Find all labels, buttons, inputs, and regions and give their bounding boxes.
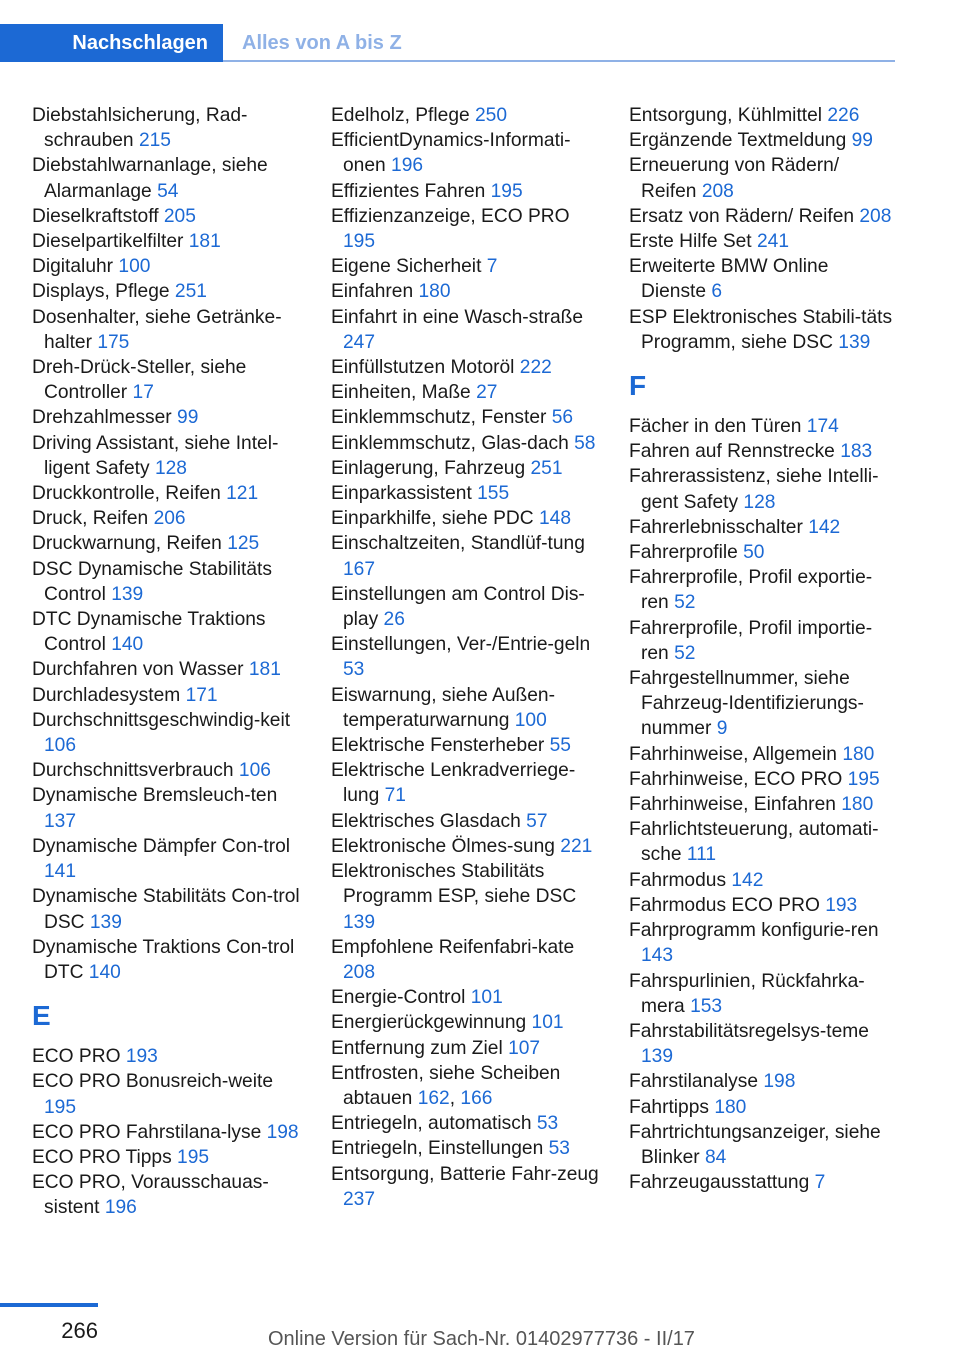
index-entry <box>32 683 300 708</box>
page-link[interactable]: 198 <box>266 1121 299 1143</box>
page-link[interactable]: 195 <box>847 768 880 790</box>
index-term: Fahrgestellnummer, siehe Fahrzeug-Identifizierungs-nummer <box>629 668 864 740</box>
index-entry <box>32 884 300 934</box>
index-entry <box>32 834 300 884</box>
page-link[interactable]: 195 <box>177 1146 210 1168</box>
index-entry <box>629 868 897 893</box>
index-term: Fahrspurlinien, Rückfahrka-mera <box>629 970 865 1017</box>
page-link[interactable]: 180 <box>842 743 875 765</box>
page-link[interactable]: 99 <box>177 407 199 429</box>
index-entry <box>629 969 897 1019</box>
index-term: Fahrstabilitätsregelsys-teme <box>629 1020 869 1042</box>
index-entry <box>32 557 300 607</box>
index-entry <box>331 632 599 682</box>
page-link[interactable]: 142 <box>731 869 764 891</box>
index-entry <box>32 1044 300 1069</box>
index-term: Dieselkraftstoff <box>32 205 159 227</box>
page-link[interactable]: 193 <box>125 1046 158 1068</box>
index-term: Einklemmschutz, Glas-dach <box>331 432 569 454</box>
index-entry <box>629 1170 897 1195</box>
footer-version-text <box>268 1328 695 1351</box>
index-term: Elektronische Ölmes-sung <box>331 835 555 857</box>
index-term: Drehzahlmesser <box>32 407 172 429</box>
index-entry <box>629 204 897 229</box>
index-term: Entsorgung, Kühlmittel <box>629 105 823 126</box>
page-link[interactable]: 250 <box>475 105 508 126</box>
index-entry <box>629 540 897 565</box>
page-link[interactable]: 247 <box>343 331 376 353</box>
index-entry <box>331 1136 599 1161</box>
index-entry <box>629 103 897 128</box>
index-entry <box>331 380 599 405</box>
index-term: Entfrosten, siehe Scheiben abtauen <box>331 1062 561 1109</box>
index-term: Edelholz, Pflege <box>331 105 470 126</box>
page-link[interactable]: 100 <box>118 256 151 278</box>
index-entry <box>32 1170 300 1220</box>
index-term: Dreh-Drück-Steller, siehe Controller <box>32 357 247 404</box>
index-term: ESP Elektronisches Stabili-täts Programm, siehe DSC <box>629 306 893 353</box>
page-link[interactable]: 198 <box>763 1071 796 1093</box>
index-entry <box>331 279 599 304</box>
page-link[interactable]: 56 <box>551 407 574 429</box>
index-term: Diebstahlwarnanlage, siehe Alarmanlage <box>32 155 268 202</box>
index-term: Erste Hilfe Set <box>629 231 752 253</box>
index-term: Elektrische Fensterheber <box>331 735 545 757</box>
section-letter: F <box>629 370 647 402</box>
page-link[interactable]: 57 <box>526 810 548 832</box>
index-entry <box>331 1162 599 1212</box>
index-entry <box>32 758 300 783</box>
index-term: Dynamische Bremsleuch-ten <box>32 785 278 807</box>
index-term: Eigene Sicherheit <box>331 256 482 278</box>
index-term: Einheiten, Maße <box>331 382 471 404</box>
index-entry <box>32 1069 300 1119</box>
index-term: Fächer in den Türen <box>629 416 802 438</box>
index-term: Effizienzanzeige, ECO PRO <box>331 205 570 227</box>
index-term: Einschaltzeiten, Standlüf-tung <box>331 533 585 555</box>
page-link[interactable]: 175 <box>97 331 130 353</box>
index-entry <box>331 456 599 481</box>
page-link[interactable]: 125 <box>227 533 260 555</box>
page-link[interactable]: 121 <box>226 483 259 505</box>
index-entry <box>32 355 300 405</box>
index-entry <box>331 582 599 632</box>
page-link[interactable]: 27 <box>476 382 498 404</box>
page-link[interactable]: 166 <box>460 1087 493 1109</box>
index-term: Einklemmschutz, Fenster <box>331 407 547 429</box>
index-entry <box>331 733 599 758</box>
page-link[interactable]: 139 <box>343 911 376 933</box>
section-letter: E <box>32 1000 51 1032</box>
page-link[interactable]: 26 <box>383 609 405 631</box>
index-term: Einfahrt in eine Wasch-straße <box>331 306 584 328</box>
page-link[interactable]: 141 <box>44 861 77 883</box>
index-entry <box>331 481 599 506</box>
page-link[interactable]: 17 <box>132 382 154 404</box>
index-term: Fahrhinweise, Allgemein <box>629 743 837 765</box>
index-entry <box>331 128 599 178</box>
index-term: Erneuerung von Rädern/ Reifen <box>629 155 840 202</box>
index-entry <box>32 103 300 153</box>
index-entry <box>629 1069 897 1094</box>
page-link[interactable]: 101 <box>531 1012 564 1034</box>
index-entry <box>331 859 599 935</box>
index-term: Einstellungen am Control Dis-play <box>331 583 585 631</box>
page-link[interactable]: 174 <box>806 416 839 438</box>
page-link[interactable]: 251 <box>174 281 207 303</box>
index-term: DTC Dynamische Traktions Control <box>32 609 266 656</box>
page-link[interactable]: 99 <box>851 130 873 152</box>
page-link[interactable]: 195 <box>490 180 523 202</box>
index-entry <box>331 204 599 254</box>
page-link[interactable]: 241 <box>756 231 789 253</box>
index-term: ECO PRO <box>32 1046 121 1068</box>
index-entry <box>629 1095 897 1120</box>
page-link[interactable]: 100 <box>514 709 547 731</box>
index-term: Fahrerlebnisschalter <box>629 516 803 538</box>
index-column-1 <box>32 103 300 1221</box>
page-link[interactable]: 139 <box>89 911 122 933</box>
page-link[interactable]: 208 <box>859 205 892 227</box>
index-entry <box>629 414 897 439</box>
index-entry <box>331 758 599 808</box>
index-entry <box>629 817 897 867</box>
tab-nachschlagen[interactable]: Nachschlagen <box>0 24 223 62</box>
page-link[interactable]: 206 <box>153 508 186 530</box>
index-term: Druckkontrolle, Reifen <box>32 483 221 505</box>
index-entry <box>32 506 300 531</box>
index-term: Druckwarnung, Reifen <box>32 533 222 555</box>
page-link[interactable]: 139 <box>111 583 144 605</box>
index-entry <box>32 935 300 985</box>
index-term: Druck, Reifen <box>32 508 149 530</box>
index-term: Fahrzeugausstattung <box>629 1172 810 1194</box>
index-term: Entriegeln, Einstellungen <box>331 1138 544 1160</box>
index-term: Fahrtrichtungsanzeiger, siehe Blinker <box>629 1121 881 1168</box>
page-link[interactable]: 9 <box>716 718 728 740</box>
page-link[interactable]: 7 <box>814 1172 826 1194</box>
index-entry <box>331 305 599 355</box>
index-term: Fahrmodus <box>629 869 727 891</box>
footer-version-label: Online Version für Sach-Nr. 01402977736 - II/17 <box>268 1328 695 1350</box>
index-entry <box>331 1010 599 1035</box>
index-term: EfficientDynamics-Informati-onen <box>331 130 571 177</box>
index-term: Durchladesystem <box>32 684 181 706</box>
index-entry <box>331 809 599 834</box>
index-entry <box>331 1036 599 1061</box>
page-link[interactable]: 107 <box>508 1037 541 1059</box>
index-entry <box>32 254 300 279</box>
index-entry <box>32 783 300 833</box>
index-term: Dynamische Stabilitäts Con-trol DSC <box>32 886 300 933</box>
index-term: Fahrerprofile, Profil exportie-ren <box>629 567 873 614</box>
page-link[interactable]: 140 <box>88 961 121 983</box>
index-term: Fahrerprofile, Profil importie-ren <box>629 617 873 664</box>
page-link[interactable]: 180 <box>714 1096 747 1118</box>
page-link[interactable]: 139 <box>641 1046 674 1068</box>
index-term: Eiswarnung, siehe Außen-temperaturwarnung <box>331 684 555 731</box>
index-term: Entfernung zum Ziel <box>331 1037 503 1059</box>
page-link[interactable]: 148 <box>538 508 571 530</box>
page-link[interactable]: 221 <box>560 835 593 857</box>
index-entry <box>32 305 300 355</box>
index-term: Elektrisches Glasdach <box>331 810 521 832</box>
page-link[interactable]: 171 <box>185 684 218 706</box>
page-link[interactable]: 215 <box>138 130 171 152</box>
index-term: Dieselpartikelfilter <box>32 231 184 253</box>
page-link[interactable]: 50 <box>743 542 765 564</box>
index-term: Fahrhinweise, Einfahren <box>629 794 836 816</box>
index-entry <box>629 1019 897 1069</box>
index-entry <box>629 229 897 254</box>
index-entry <box>331 834 599 859</box>
index-entry <box>629 128 897 153</box>
index-entry <box>629 792 897 817</box>
index-term: Elektrische Lenkradverriege-lung <box>331 760 576 807</box>
page-link[interactable]: 208 <box>701 180 734 202</box>
index-entry <box>629 305 897 355</box>
page-link[interactable]: 54 <box>157 180 179 202</box>
page-link[interactable]: 140 <box>111 634 144 656</box>
page-link[interactable]: 222 <box>519 357 552 379</box>
index-entry <box>629 742 897 767</box>
header <box>0 24 895 62</box>
page-link[interactable]: 111 <box>686 844 717 866</box>
index-entry <box>331 179 599 204</box>
index-entry <box>331 985 599 1010</box>
index-term: Fahrmodus ECO PRO <box>629 894 820 916</box>
index-column-2 <box>331 103 599 1212</box>
page-link[interactable]: 195 <box>44 1096 77 1118</box>
index-term: Einstellungen, Ver-/Entrie-geln <box>331 634 591 656</box>
footer-accent-bar <box>0 1303 98 1307</box>
index-term: Energie-Control <box>331 987 466 1009</box>
page-link[interactable]: 71 <box>384 785 406 807</box>
index-entry <box>629 565 897 615</box>
page-link[interactable]: 193 <box>825 894 858 916</box>
index-entry <box>629 893 897 918</box>
index-entry <box>331 935 599 985</box>
page-link[interactable]: 7 <box>486 256 498 278</box>
page-link[interactable]: 162 <box>417 1087 450 1109</box>
page-link[interactable]: 226 <box>827 105 860 126</box>
index-entry <box>32 607 300 657</box>
page-link[interactable]: 6 <box>711 281 723 303</box>
index-entry <box>32 708 300 758</box>
index-term: ECO PRO, Vorausschauas-sistent <box>32 1172 269 1219</box>
page-link[interactable]: 205 <box>163 205 196 227</box>
index-entry <box>629 464 897 514</box>
page-link[interactable]: 137 <box>44 810 77 832</box>
page-link[interactable]: 142 <box>808 516 841 538</box>
index-term: Erweiterte BMW Online Dienste <box>629 256 829 303</box>
index-entry <box>629 1120 897 1170</box>
index-term: Ergänzende Textmeldung <box>629 130 847 152</box>
page-link[interactable]: 139 <box>838 331 871 353</box>
index-entry <box>32 204 300 229</box>
index-term: Elektronisches Stabilitäts Programm ESP, siehe DSC <box>331 861 577 908</box>
index-entry <box>629 254 897 304</box>
index-term: Fahrhinweise, ECO PRO <box>629 768 843 790</box>
page-link[interactable]: 53 <box>536 1113 559 1135</box>
index-entry <box>32 481 300 506</box>
index-term: Einparkassistent <box>331 483 472 505</box>
index-entry <box>629 767 897 792</box>
page-link[interactable]: 195 <box>343 231 376 253</box>
index-entry <box>32 405 300 430</box>
page-link[interactable]: 84 <box>705 1146 727 1168</box>
page-link[interactable]: 53 <box>343 659 365 681</box>
index-entry <box>629 616 897 666</box>
index-entry <box>32 431 300 481</box>
index-entry <box>331 531 599 581</box>
page-link[interactable]: 167 <box>343 558 376 580</box>
index-term: Fahrlichtsteuerung, automati-sche <box>629 819 879 866</box>
index-term: Dosenhalter, siehe Getränke-halter <box>32 306 282 353</box>
index-entry <box>331 506 599 531</box>
index-term: Fahrtipps <box>629 1096 709 1118</box>
index-entry <box>629 918 897 968</box>
index-term: DSC Dynamische Stabilitäts Control <box>32 558 272 605</box>
index-entry <box>32 1145 300 1170</box>
index-entry: Entfrosten, siehe Scheiben abtauen 162, 166 <box>331 1062 561 1109</box>
index-term: Einfahren <box>331 281 414 303</box>
page-link[interactable]: 101 <box>470 987 503 1009</box>
index-entry <box>629 666 897 742</box>
index-entry <box>331 254 599 279</box>
page-link[interactable]: 196 <box>104 1197 137 1219</box>
page-number: 266 <box>61 1318 98 1343</box>
page-link[interactable]: 143 <box>641 945 674 967</box>
index-entry <box>331 405 599 430</box>
index-entry <box>331 683 599 733</box>
page-link[interactable]: 251 <box>530 457 563 479</box>
index-column-3 <box>629 103 897 1195</box>
index-term: Fahrerassistenz, siehe Intelli-gent Safety <box>629 466 879 513</box>
page-link[interactable]: 237 <box>343 1188 376 1210</box>
index-term: ECO PRO Bonusreich-weite <box>32 1071 273 1093</box>
index-term: Fahrstilanalyse <box>629 1071 759 1093</box>
index-entry <box>331 103 599 128</box>
index-entry <box>331 355 599 380</box>
index-term: Dynamische Traktions Con-trol DTC <box>32 936 295 983</box>
header-divider <box>223 60 895 62</box>
page-link[interactable]: 208 <box>343 961 376 983</box>
index-entry <box>32 1120 300 1145</box>
index-term: ECO PRO Tipps <box>32 1146 172 1168</box>
index-term: Empfohlene Reifenfabri-kate <box>331 936 575 958</box>
index-term: Durchschnittsverbrauch <box>32 760 234 782</box>
index-entry <box>629 515 897 540</box>
index-term: Einparkhilfe, siehe PDC <box>331 508 534 530</box>
page-link[interactable]: 181 <box>248 659 281 681</box>
page-link[interactable]: 52 <box>674 592 696 614</box>
page-link[interactable]: 106 <box>238 760 271 782</box>
index-entry <box>32 229 300 254</box>
index-term: ECO PRO Fahrstilana-lyse <box>32 1121 262 1143</box>
index-term: Durchschnittsgeschwindig-keit <box>32 709 291 731</box>
page-link[interactable]: 53 <box>548 1138 570 1160</box>
page-link[interactable]: 180 <box>418 281 451 303</box>
index-term: Einlagerung, Fahrzeug <box>331 457 526 479</box>
page-link[interactable]: 153 <box>690 995 723 1017</box>
page-link[interactable]: 180 <box>841 794 874 816</box>
page-link[interactable]: 196 <box>391 155 424 177</box>
index-term: Ersatz von Rädern/ Reifen <box>629 205 855 227</box>
index-entry <box>331 1111 599 1136</box>
index-term: Entriegeln, automatisch <box>331 1113 532 1135</box>
index-entry <box>32 279 300 304</box>
index-term: Effizientes Fahren <box>331 180 486 202</box>
tab-alles-von-a-bis-z[interactable]: Alles von A bis Z <box>242 31 402 54</box>
index-entry <box>32 657 300 682</box>
index-entry <box>32 153 300 203</box>
index-term: Energierückgewinnung <box>331 1012 527 1034</box>
index-entry <box>629 153 897 203</box>
index-entry <box>629 439 897 464</box>
page-link[interactable]: 58 <box>574 432 596 454</box>
index-term: Einfüllstutzen Motoröl <box>331 357 515 379</box>
index-term: Dynamische Dämpfer Con-trol <box>32 835 291 857</box>
page-link[interactable]: 52 <box>674 642 696 664</box>
index-term: Diebstahlsicherung, Rad-schrauben <box>32 105 248 152</box>
index-term: Digitaluhr <box>32 256 114 278</box>
index-entry <box>32 531 300 556</box>
index-term: Displays, Pflege <box>32 281 170 303</box>
page-link[interactable]: 128 <box>154 457 187 479</box>
page-link[interactable]: 128 <box>743 491 776 513</box>
page-link[interactable]: 155 <box>477 483 510 505</box>
index-term: Fahrprogramm konfigurie-ren <box>629 920 879 942</box>
page-link[interactable]: 181 <box>188 231 221 253</box>
index-term: Durchfahren von Wasser <box>32 659 244 681</box>
page-link[interactable]: 55 <box>549 735 571 757</box>
index-term: Fahrerprofile <box>629 542 738 564</box>
index-entry <box>331 431 599 456</box>
page-link[interactable]: 183 <box>840 441 873 463</box>
index-term: Fahren auf Rennstrecke <box>629 441 835 463</box>
index-term: Driving Assistant, siehe Intel-ligent Safety <box>32 432 279 479</box>
index-term: Entsorgung, Batterie Fahr-zeug <box>331 1163 599 1185</box>
page-link[interactable]: 106 <box>44 735 77 757</box>
